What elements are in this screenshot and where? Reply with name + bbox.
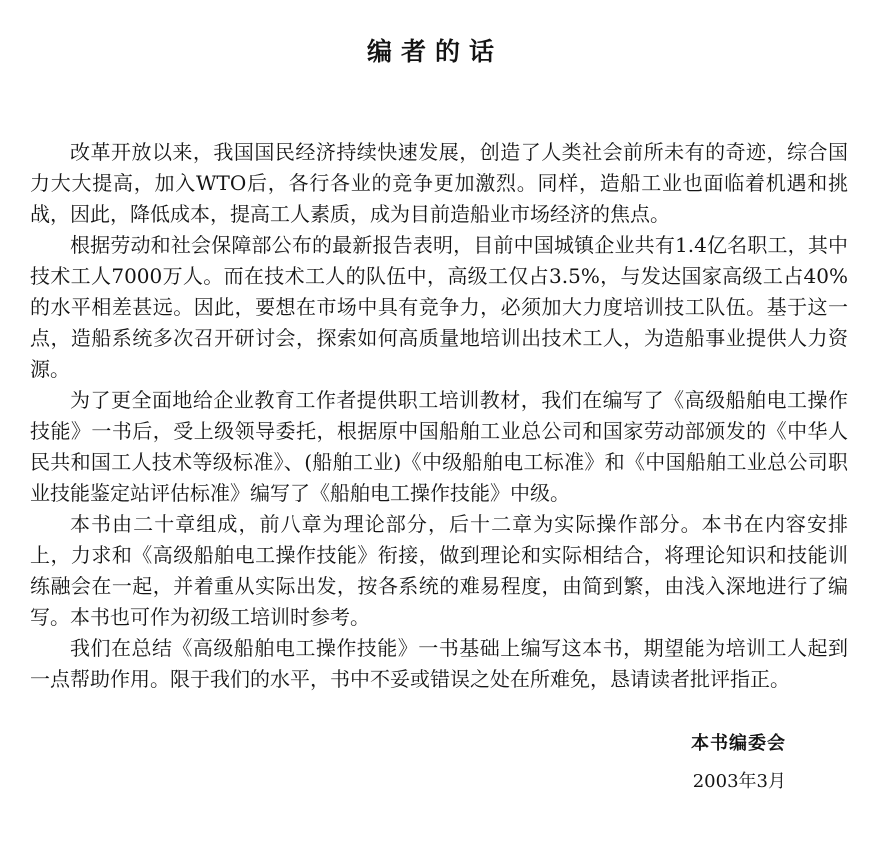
paragraph-2: 根据劳动和社会保障部公布的最新报告表明，目前中国城镇企业共有1.4亿名职工，其中技术工人7000万人。而在技术工人的队伍中，高级工仅占3.5%，与发达国家高级工占40%的水平相差甚远。因此，要想在市场中具有竞争力，必须加大力度培训技工队伍。基于这一点，造船系统多次召开研讨会，探索如何高质量地培训出技术工人，为造船事业提供人力资源。 xyxy=(30,233,848,381)
page-title: 编者的话 xyxy=(366,37,503,66)
preface-body xyxy=(30,137,848,695)
signature-date: 2003年3月 xyxy=(692,771,786,792)
paragraph-4: 本书由二十章组成，前八章为理论部分，后十二章为实际操作部分。本书在内容安排上，力求和《高级船舶电工操作技能》衔接，做到理论和实际相结合，将理论知识和技能训练融会在一起，并着重从实际出发，按各系统的难易程度，由简到繁，由浅入深地进行了编写。本书也可作为初级工培训时参考。 xyxy=(30,512,848,629)
paragraph-5: 我们在总结《高级船舶电工操作技能》一书基础上编写这本书，期望能为培训工人起到一点帮助作用。限于我们的水平，书中不妥或错误之处在所难免，恳请读者批评指正。 xyxy=(30,636,848,691)
paragraph-1: 改革开放以来，我国国民经济持续快速发展，创造了人类社会前所未有的奇迹，综合国力大大提高，加入WTO后，各行各业的竞争更加激烈。同样，造船工业也面临着机遇和挑战，因此，降低成本，提高工人素质，成为目前造船业市场经济的焦点。 xyxy=(30,140,848,226)
signature-block xyxy=(691,730,786,796)
editorial-committee: 本书编委会 xyxy=(691,733,786,754)
paragraph-3: 为了更全面地给企业教育工作者提供职工培训教材，我们在编写了《高级船舶电工操作技能》一书后，受上级领导委托，根据原中国船舶工业总公司和国家劳动部颁发的《中华人民共和国工人技术等级标准》、(船舶工业)《中级船舶电工标准》和《中国船舶工业总公司职业技能鉴定站评估标准》编写了《船舶电工操作技能》中级。 xyxy=(30,388,848,505)
